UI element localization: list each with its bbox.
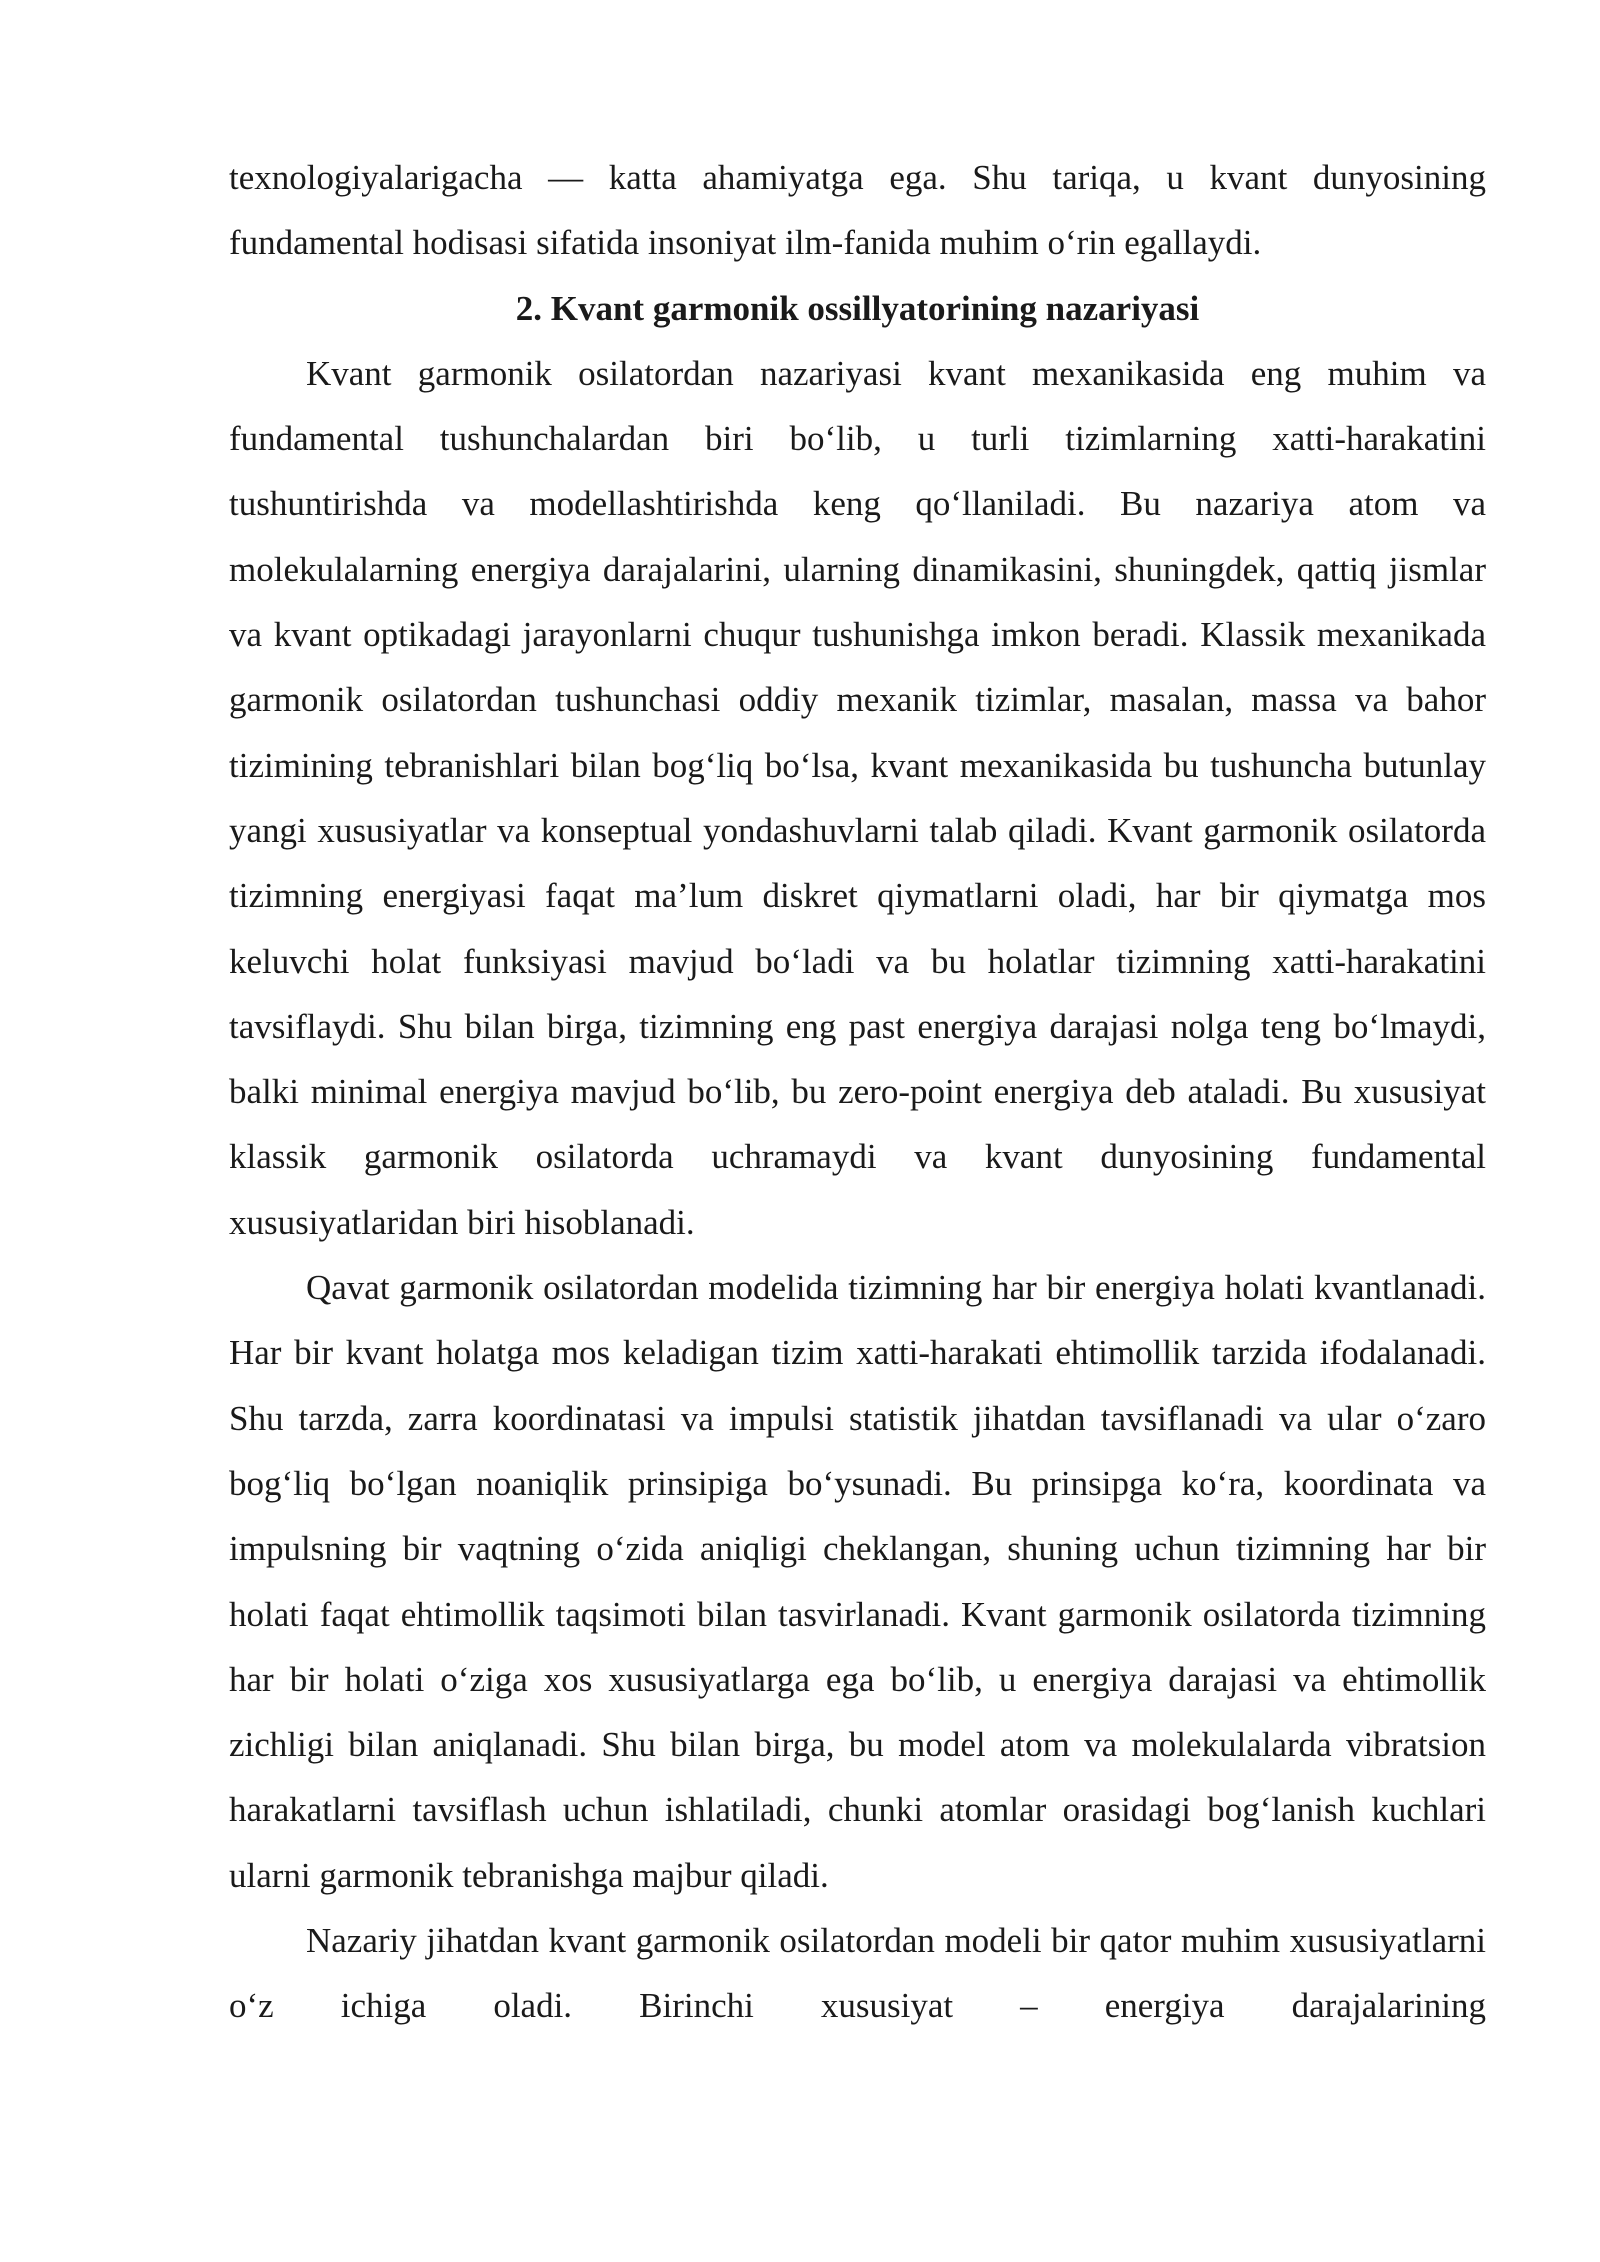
body-paragraph-3: Nazariy jihatdan kvant garmonik osilatordan modeli bir qator muhim xususiyatlarni o‘z ichiga oladi. Birinchi xususiyat – energiya darajalarining [229,1921,1486,2026]
continuation-paragraph: texnologiyalarigacha — katta ahamiyatga ega. Shu tariqa, u kvant dunyosining fundamental hodisasi sifatida insoniyat ilm-fanida muhim o‘rin egallaydi. [229,158,1486,263]
body-paragraph-2: Qavat garmonik osilatordan modelida tizimning har bir energiya holati kvantlanadi. Har bir kvant holatga mos keladigan tizim xatti-harakati ehtimollik tarzida ifodalanadi. Shu tarzda, zarra koordinatasi va impulsi statistik jihatdan tavsiflanadi va ular o‘zaro bog‘liq bo‘lgan noaniqlik prinsipiga bo‘ysunadi. Bu prinsipga ko‘ra, koordinata va impulsning bir vaqtning o‘zida aniqligi cheklangan, shuning uchun tizimning har bir holati faqat ehtimollik taqsimoti bilan tasvirlanadi. Kvant garmonik osilatorda tizimning har bir holati o‘ziga xos xususiyatlarga ega bo‘lib, u energiya darajasi va ehtimollik zichligi bilan aniqlanadi. Shu bilan birga, bu model atom va molekulalarda vibratsion harakatlarni tavsiflash uchun ishlatiladi, chunki atomlar orasidagi bog‘lanish kuchlari ularni garmonik tebranishga majbur qiladi. [229,1268,1486,1895]
body-paragraph-1: Kvant garmonik osilatordan nazariyasi kvant mexanikasida eng muhim va fundamental tushunchalardan biri bo‘lib, u turli tizimlarning xatti-harakatini tushuntirishda va modellashtirishda keng qo‘llaniladi. Bu nazariya atom va molekulalarning energiya darajalarini, ularning dinamikasini, shuningdek, qattiq jismlar va kvant optikadagi jarayonlarni chuqur tushunishga imkon beradi. Klassik mexanikada garmonik osilatordan tushunchasi oddiy mexanik tizimlar, masalan, massa va bahor tizimining tebranishlari bilan bog‘liq bo‘lsa, kvant mexanikasida bu tushuncha butunlay yangi xususiyatlar va konseptual yondashuvlarni talab qiladi. Kvant garmonik osilatorda tizimning energiyasi faqat ma’lum diskret qiymatlarni oladi, har bir qiymatga mos keluvchi holat funksiyasi mavjud bo‘ladi va bu holatlar tizimning xatti-harakatini tavsiflaydi. Shu bilan birga, tizimning eng past energiya darajasi nolga teng bo‘lmaydi, balki minimal energiya mavjud bo‘lib, bu zero-point energiya deb ataladi. Bu xususiyat klassik garmonik osilatorda uchramaydi va kvant dunyosining fundamental xususiyatlaridan biri hisoblanadi. [229,353,1486,1242]
section-heading: 2. Kvant garmonik ossillyatorining nazariyasi [515,288,1200,328]
document-page [229,145,1486,2039]
